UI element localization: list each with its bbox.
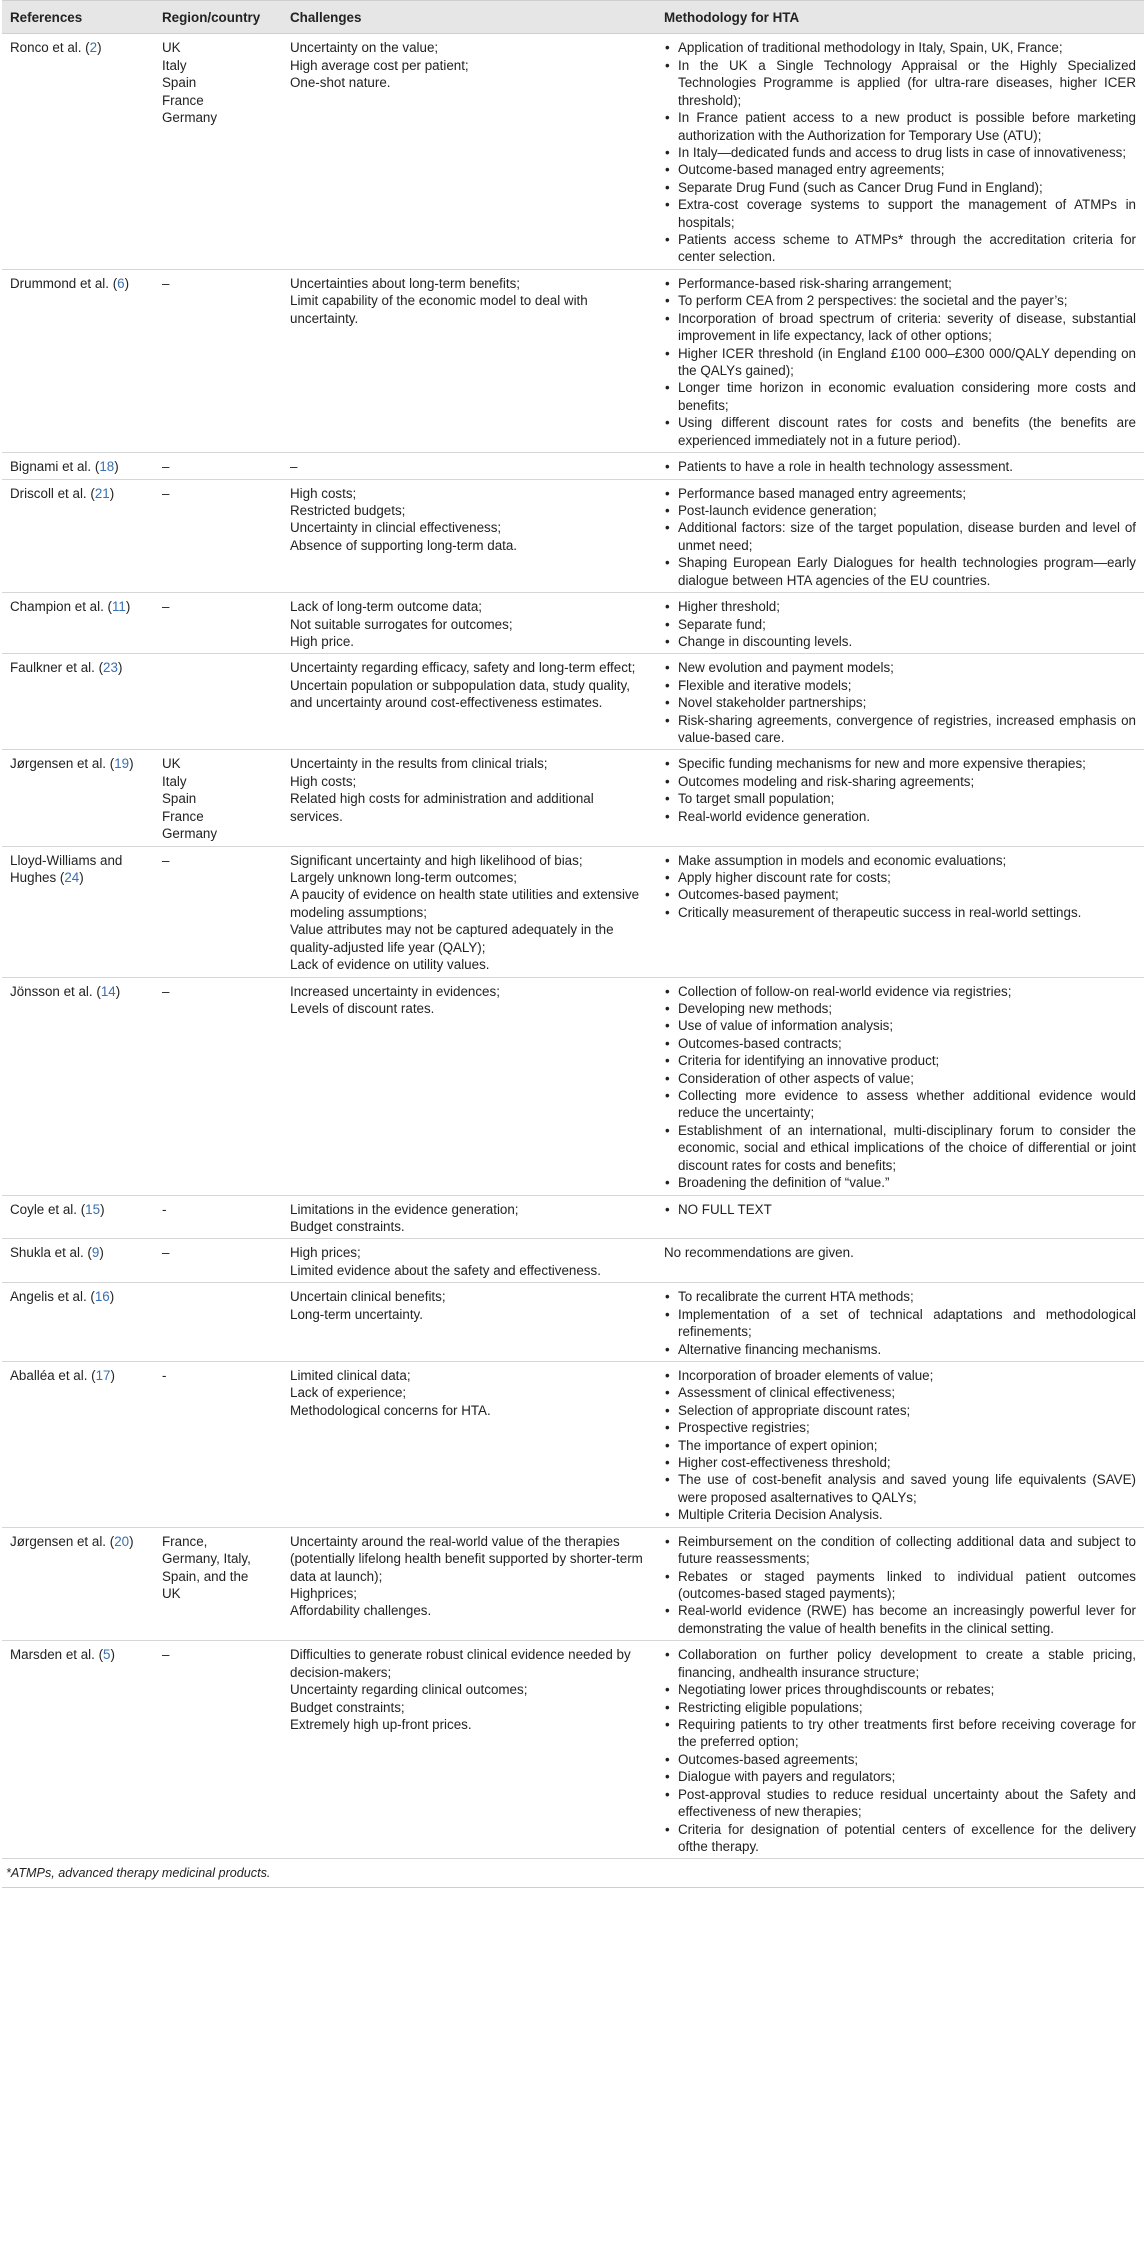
- methodology-item: • Incorporation of broad spectrum of criteria: severity of disease, substantial improvement in life expectancy, lack of other options;: [664, 310, 1136, 345]
- challenge-item: Largely unknown long-term outcomes;: [290, 869, 518, 885]
- methodology-cell: [656, 593, 1144, 654]
- reference-cell: [2, 846, 154, 977]
- methodology-item: • Real-world evidence generation.: [664, 808, 1136, 825]
- methodology-item: • Implementation of a set of technical adaptations and methodological refinements;: [664, 1306, 1136, 1341]
- region-cell: [154, 1283, 282, 1362]
- challenge-item: Levels of discount rates.: [290, 1000, 435, 1016]
- methodology-item: • Broadening the definition of “value.”: [664, 1174, 1136, 1191]
- region-entry: France: [162, 92, 204, 108]
- region-entry: Spain: [162, 75, 197, 91]
- methodology-item: • Consideration of other aspects of value;: [664, 1070, 1136, 1087]
- region-entry: Germany: [162, 826, 218, 842]
- methodology-item: • The use of cost-benefit analysis and saved young life equivalents (SAVE) were proposed asalternatives to QALYs;: [664, 1471, 1136, 1506]
- table-header: [2, 1, 1144, 34]
- region-cell: [154, 1361, 282, 1527]
- methodology-text: No recommendations are given.: [664, 1245, 854, 1261]
- methodology-item: • Developing new methods;: [664, 1000, 1136, 1017]
- methodology-list: [664, 1367, 1136, 1524]
- methodology-cell: [656, 1641, 1144, 1859]
- challenge-item: High price.: [290, 633, 355, 649]
- reference-author: Driscoll et al. (: [10, 485, 95, 501]
- region-cell: [154, 479, 282, 593]
- methodology-item: • Make assumption in models and economic evaluations;: [664, 852, 1136, 869]
- reference-number-link[interactable]: 14: [100, 983, 116, 999]
- methodology-item: • Restricting eligible populations;: [664, 1699, 1136, 1716]
- reference-number-link[interactable]: 6: [117, 275, 125, 291]
- reference-close-paren: ): [99, 1245, 104, 1261]
- methodology-list: [664, 458, 1136, 475]
- challenge-item: Lack of experience;: [290, 1385, 407, 1401]
- methodology-item: • Patients to have a role in health technology assessment.: [664, 458, 1136, 475]
- methodology-item: • Post-approval studies to reduce residual uncertainty about the Safety and effectiveness of new therapies;: [664, 1786, 1136, 1821]
- region-cell: [154, 654, 282, 750]
- region-entry: UK: [162, 1586, 181, 1602]
- challenge-item: High prices;: [290, 1245, 361, 1261]
- methodology-item: • Collection of follow-on real-world evidence via registries;: [664, 983, 1136, 1000]
- region-entry: UK: [162, 756, 181, 772]
- methodology-item: • Novel stakeholder partnerships;: [664, 694, 1136, 711]
- methodology-cell: [656, 977, 1144, 1195]
- methodology-item: • To target small population;: [664, 790, 1136, 807]
- methodology-list: [664, 598, 1136, 650]
- table-row: [2, 593, 1144, 654]
- methodology-item: • Post-launch evidence generation;: [664, 502, 1136, 519]
- reference-close-paren: ): [115, 983, 121, 999]
- table-row: [2, 1283, 1144, 1362]
- reference-author: Bignami et al. (: [10, 459, 100, 475]
- reference-author: Aballéa et al. (: [10, 1367, 96, 1383]
- challenges-cell: [282, 1195, 656, 1239]
- methodology-list: [664, 1646, 1136, 1855]
- methodology-list: [664, 485, 1136, 590]
- reference-cell: [2, 479, 154, 593]
- methodology-list: [664, 1288, 1136, 1358]
- methodology-item: • Rebates or staged payments linked to individual patient outcomes (outcomes-based staged payments);: [664, 1568, 1136, 1603]
- methodology-item: • Additional factors: size of the target population, disease burden and level of unmet need;: [664, 519, 1136, 554]
- methodology-item: • Outcomes modeling and risk-sharing agreements;: [664, 773, 1136, 790]
- reference-number-link[interactable]: 19: [114, 756, 130, 772]
- region-entry: Germany: [162, 110, 218, 126]
- challenge-item: One-shot nature.: [290, 75, 391, 91]
- region-entry: Germany, Italy,: [162, 1551, 251, 1567]
- challenge-item: Lack of long-term outcome data;: [290, 599, 483, 615]
- methodology-cell: [656, 479, 1144, 593]
- reference-number-link[interactable]: 18: [99, 459, 115, 475]
- methodology-item: • Incorporation of broader elements of value;: [664, 1367, 1136, 1384]
- methodology-list: [664, 852, 1136, 922]
- methodology-item: • Performance-based risk-sharing arrangement;: [664, 275, 1136, 292]
- table-row: [2, 479, 1144, 593]
- methodology-item: • Dialogue with payers and regulators;: [664, 1768, 1136, 1785]
- table-row: [2, 977, 1144, 1195]
- region-entry: –: [162, 275, 170, 291]
- reference-number-link[interactable]: 2: [89, 40, 98, 56]
- methodology-item: • Performance based managed entry agreements;: [664, 485, 1136, 502]
- methodology-item: • Outcome-based managed entry agreements;: [664, 161, 1136, 178]
- methodology-item: • Outcomes-based payment;: [664, 886, 1136, 903]
- region-entry: Spain, and the: [162, 1568, 249, 1584]
- challenge-item: Uncertainty around the real-world value of the therapies (potentially lifelong health benefit supported by shorter-term data at launch);: [290, 1533, 643, 1584]
- reference-close-paren: ): [117, 660, 123, 676]
- region-cell: [154, 1195, 282, 1239]
- table-row: [2, 654, 1144, 750]
- reference-cell: [2, 654, 154, 750]
- methodology-item: • Multiple Criteria Decision Analysis.: [664, 1506, 1136, 1523]
- reference-cell: [2, 593, 154, 654]
- table-row: [2, 750, 1144, 846]
- challenges-cell: [282, 1641, 656, 1859]
- challenges-cell: [282, 977, 656, 1195]
- methodology-item: • Risk-sharing agreements, convergence of registries, increased emphasis on value-based care.: [664, 712, 1136, 747]
- region-entry: –: [162, 485, 170, 501]
- table-row: [2, 1527, 1144, 1641]
- table-row: [2, 1195, 1144, 1239]
- header-region-country: Region/country: [154, 1, 282, 34]
- challenges-cell: [282, 750, 656, 846]
- region-entry: -: [162, 1201, 167, 1217]
- reference-cell: [2, 34, 154, 269]
- header-methodology: Methodology for HTA: [656, 1, 1144, 34]
- challenge-item: Uncertainty in clincial effectiveness;: [290, 520, 502, 536]
- methodology-cell: [656, 453, 1144, 479]
- methodology-item: • Establishment of an international, multi-disciplinary forum to consider the economic, social and ethical implications of the choice of differential or joint discount rates for costs and benefits;: [664, 1122, 1136, 1174]
- methodology-list: [664, 39, 1136, 265]
- reference-close-paren: ): [110, 1647, 115, 1663]
- reference-cell: [2, 1641, 154, 1859]
- methodology-item: • Real-world evidence (RWE) has become an increasingly powerful lever for demonstrating the value of health benefits in the clinical setting.: [664, 1602, 1136, 1637]
- challenge-item: Limit capability of the economic model to deal with uncertainty.: [290, 293, 588, 326]
- challenge-item: Affordability challenges.: [290, 1603, 432, 1619]
- challenge-item: Uncertain population or subpopulation data, study quality, and uncertainty around cost-effectiveness estimates.: [290, 677, 630, 711]
- methodology-item: • To recalibrate the current HTA methods;: [664, 1288, 1136, 1305]
- challenge-item: Limitations in the evidence generation;: [290, 1201, 519, 1217]
- methodology-item: • Prospective registries;: [664, 1419, 1136, 1436]
- methodology-item: • Apply higher discount rate for costs;: [664, 869, 1136, 886]
- challenge-item: Budget constraints.: [290, 1219, 405, 1234]
- reference-number-link[interactable]: 17: [95, 1367, 111, 1383]
- reference-close-paren: ): [129, 756, 134, 772]
- challenge-item: Methodological concerns for HTA.: [290, 1402, 491, 1418]
- methodology-item: • Higher cost-effectiveness threshold;: [664, 1454, 1136, 1471]
- challenge-item: Uncertainties about long-term benefits;: [290, 275, 520, 291]
- methodology-item: • Collaboration on further policy development to create a stable pricing, financing, andhealth insurance structure;: [664, 1646, 1136, 1681]
- methodology-item: • Separate Drug Fund (such as Cancer Drug Fund in England);: [664, 179, 1136, 196]
- region-entry: France,: [162, 1533, 208, 1549]
- header-challenges: Challenges: [282, 1, 656, 34]
- region-cell: [154, 34, 282, 269]
- methodology-cell: [656, 1527, 1144, 1641]
- methodology-item: • Separate fund;: [664, 616, 1136, 633]
- methodology-cell: [656, 654, 1144, 750]
- reference-number-link[interactable]: 15: [85, 1201, 101, 1217]
- region-cell: [154, 750, 282, 846]
- methodology-item: • Criteria for identifying an innovative product;: [664, 1052, 1136, 1069]
- reference-cell: [2, 977, 154, 1195]
- challenge-item: Uncertainty regarding efficacy, safety and long-term effect;: [290, 660, 636, 676]
- table-row: [2, 1239, 1144, 1283]
- methodology-list: [664, 755, 1136, 825]
- methodology-cell: [656, 1283, 1144, 1362]
- challenge-item: Uncertainty regarding clinical outcomes;: [290, 1682, 528, 1698]
- region-entry: –: [162, 459, 170, 475]
- region-entry: UK: [162, 40, 181, 56]
- reference-author: Champion et al. (: [10, 599, 112, 615]
- methodology-list: [664, 1201, 1136, 1218]
- methodology-cell: [656, 34, 1144, 269]
- challenge-item: Increased uncertainty in evidences;: [290, 983, 500, 999]
- challenge-item: Limited evidence about the safety and effectiveness.: [290, 1262, 601, 1278]
- reference-author: Faulkner et al. (: [10, 660, 104, 676]
- methodology-item: • Shaping European Early Dialogues for health technologies program—early dialogue between HTA agencies of the EU countries.: [664, 554, 1136, 589]
- methodology-cell: [656, 1239, 1144, 1283]
- challenge-item: Uncertainty on the value;: [290, 40, 439, 56]
- region-cell: [154, 269, 282, 452]
- table-row: [2, 34, 1144, 269]
- region-cell: [154, 1239, 282, 1283]
- methodology-item: • Use of value of information analysis;: [664, 1017, 1136, 1034]
- table-row: [2, 1361, 1144, 1527]
- challenge-item: Difficulties to generate robust clinical evidence needed by decision-makers;: [290, 1647, 631, 1680]
- challenges-cell: [282, 1283, 656, 1362]
- challenges-cell: [282, 479, 656, 593]
- challenge-item: Limited clinical data;: [290, 1367, 411, 1383]
- reference-close-paren: ): [97, 40, 102, 56]
- reference-cell: [2, 750, 154, 846]
- methodology-item: • New evolution and payment models;: [664, 659, 1136, 676]
- methodology-item: • Criteria for designation of potential centers of excellence for the delivery ofthe therapy.: [664, 1821, 1136, 1856]
- reference-cell: [2, 1283, 154, 1362]
- reference-author: Jørgensen et al. (: [10, 756, 115, 772]
- reference-cell: [2, 1239, 154, 1283]
- methodology-list: [664, 659, 1136, 746]
- region-cell: [154, 846, 282, 977]
- methodology-list: [664, 983, 1136, 1192]
- reference-close-paren: ): [109, 485, 115, 501]
- reference-author: Marsden et al. (: [10, 1647, 104, 1663]
- reference-cell: [2, 1527, 154, 1641]
- challenge-item: Budget constraints;: [290, 1699, 405, 1715]
- challenge-item: Extremely high up-front prices.: [290, 1716, 472, 1732]
- methodology-item: • Using different discount rates for costs and benefits (the benefits are experienced immediately not in a future period).: [664, 414, 1136, 449]
- table-footnote: *ATMPs, advanced therapy medicinal products.: [2, 1859, 1144, 1888]
- challenges-cell: [282, 1361, 656, 1527]
- table-row: [2, 453, 1144, 479]
- reference-close-paren: ): [114, 459, 119, 475]
- challenges-cell: [282, 269, 656, 452]
- challenges-cell: [282, 846, 656, 977]
- region-entry: France: [162, 808, 204, 824]
- methodology-item: • Flexible and iterative models;: [664, 677, 1136, 694]
- methodology-list: [664, 275, 1136, 449]
- methodology-item: • Critically measurement of therapeutic success in real-world settings.: [664, 904, 1136, 921]
- methodology-item: • Change in discounting levels.: [664, 633, 1136, 650]
- reference-author: Angelis et al. (: [10, 1289, 95, 1305]
- methodology-item: • In France patient access to a new product is possible before marketing authorization with the Authorization for Temporary Use (ATU);: [664, 109, 1136, 144]
- methodology-item: • Collecting more evidence to assess whether additional evidence would reduce the uncertainty;: [664, 1087, 1136, 1122]
- reference-number-link[interactable]: 23: [103, 660, 118, 676]
- methodology-cell: [656, 750, 1144, 846]
- methodology-item: • Higher threshold;: [664, 598, 1136, 615]
- table-row: [2, 269, 1144, 452]
- challenge-item: Related high costs for administration and additional services.: [290, 791, 594, 824]
- region-entry: –: [162, 983, 170, 999]
- reference-cell: [2, 453, 154, 479]
- challenge-item: Not suitable surrogates for outcomes;: [290, 616, 513, 632]
- region-entry: –: [162, 1245, 170, 1261]
- region-entry: Italy: [162, 773, 187, 789]
- challenges-cell: [282, 1527, 656, 1641]
- challenge-item: High costs;: [290, 485, 357, 501]
- challenge-item: Value attributes may not be captured adequately in the quality-adjusted life year (QALY);: [290, 922, 614, 955]
- methodology-cell: [656, 1361, 1144, 1527]
- region-entry: Spain: [162, 791, 197, 807]
- reference-close-paren: ): [125, 599, 131, 615]
- table-row: [2, 846, 1144, 977]
- methodology-list: [664, 1533, 1136, 1638]
- reference-close-paren: ): [109, 1289, 115, 1305]
- methodology-item: • Outcomes-based agreements;: [664, 1751, 1136, 1768]
- region-entry: –: [162, 599, 170, 615]
- methodology-item: • In the UK a Single Technology Appraisal or the Highly Specialized Technologies Programme is applied (for ultra-rare diseases, higher ICER threshold);: [664, 57, 1136, 109]
- methodology-item: • Extra-cost coverage systems to support the management of ATMPs in hospitals;: [664, 196, 1136, 231]
- challenges-cell: [282, 34, 656, 269]
- reference-number-link[interactable]: 20: [114, 1533, 130, 1549]
- reference-number-link[interactable]: 16: [94, 1289, 110, 1305]
- hta-table: [2, 0, 1144, 1859]
- reference-close-paren: ): [100, 1201, 105, 1217]
- methodology-item: • Longer time horizon in economic evaluation considering more costs and benefits;: [664, 379, 1136, 414]
- reference-number-link[interactable]: 21: [94, 485, 110, 501]
- reference-close-paren: ): [124, 275, 130, 291]
- methodology-cell: [656, 1195, 1144, 1239]
- challenges-cell: [282, 654, 656, 750]
- methodology-item: • The importance of expert opinion;: [664, 1437, 1136, 1454]
- challenge-item: Uncertain clinical benefits;: [290, 1289, 446, 1305]
- region-cell: [154, 453, 282, 479]
- reference-author: Shukla et al. (: [10, 1245, 92, 1261]
- reference-author: Jørgensen et al. (: [10, 1533, 115, 1549]
- region-entry: –: [162, 852, 170, 868]
- methodology-item: • Requiring patients to try other treatments first before receiving coverage for the preferred option;: [664, 1716, 1136, 1751]
- challenge-item: Significant uncertainty and high likelihood of bias;: [290, 852, 583, 868]
- reference-cell: [2, 1195, 154, 1239]
- reference-number-link[interactable]: 9: [91, 1245, 100, 1261]
- region-entry: Italy: [162, 57, 187, 73]
- region-entry: -: [162, 1367, 167, 1383]
- methodology-item: • Higher ICER threshold (in England £100 000–£300 000/QALY depending on the QALYs gained);: [664, 345, 1136, 380]
- methodology-item: • Assessment of clinical effectiveness;: [664, 1384, 1136, 1401]
- reference-cell: [2, 269, 154, 452]
- methodology-item: • Specific funding mechanisms for new and more expensive therapies;: [664, 755, 1136, 772]
- methodology-item: • Selection of appropriate discount rates;: [664, 1402, 1136, 1419]
- methodology-item: • In Italy—dedicated funds and access to drug lists in case of innovativeness;: [664, 144, 1136, 161]
- table-row: [2, 1641, 1144, 1859]
- methodology-item: • Alternative financing mechanisms.: [664, 1341, 1136, 1358]
- challenge-item: High costs;: [290, 773, 357, 789]
- methodology-item: • Patients access scheme to ATMPs* through the accreditation criteria for center selection.: [664, 231, 1136, 266]
- challenge-item: –: [290, 459, 298, 475]
- region-cell: [154, 1527, 282, 1641]
- region-cell: [154, 977, 282, 1195]
- reference-author: Lloyd-Williams and Hughes (: [10, 852, 123, 885]
- reference-number-link[interactable]: 5: [103, 1647, 111, 1663]
- challenge-item: High average cost per patient;: [290, 57, 469, 73]
- methodology-item: • To perform CEA from 2 perspectives: the societal and the payer’s;: [664, 292, 1136, 309]
- region-cell: [154, 1641, 282, 1859]
- header-row: [2, 1, 1144, 34]
- methodology-item: • Reimbursement on the condition of collecting additional data and subject to future reassessments;: [664, 1533, 1136, 1568]
- challenge-item: Restricted budgets;: [290, 502, 406, 518]
- reference-close-paren: ): [79, 869, 84, 885]
- methodology-item: • Application of traditional methodology in Italy, Spain, UK, France;: [664, 39, 1136, 56]
- reference-author: Jönsson et al. (: [10, 983, 101, 999]
- region-entry: –: [162, 1647, 170, 1663]
- reference-cell: [2, 1361, 154, 1527]
- challenge-item: Long-term uncertainty.: [290, 1306, 423, 1322]
- challenge-item: Absence of supporting long-term data.: [290, 537, 518, 553]
- methodology-item: • Outcomes-based contracts;: [664, 1035, 1136, 1052]
- header-references: References: [2, 1, 154, 34]
- methodology-item: • Negotiating lower prices throughdiscounts or rebates;: [664, 1681, 1136, 1698]
- reference-author: Ronco et al. (: [10, 40, 90, 56]
- methodology-cell: [656, 269, 1144, 452]
- challenge-item: Highprices;: [290, 1586, 357, 1602]
- challenge-item: Lack of evidence on utility values.: [290, 957, 490, 973]
- challenges-cell: [282, 1239, 656, 1283]
- methodology-item: • NO FULL TEXT: [664, 1201, 1136, 1218]
- table-body: [2, 34, 1144, 1859]
- reference-number-link[interactable]: 24: [64, 869, 80, 885]
- reference-close-paren: ): [110, 1367, 115, 1383]
- reference-close-paren: ): [129, 1533, 134, 1549]
- reference-author: Drummond et al. (: [10, 275, 118, 291]
- reference-author: Coyle et al. (: [10, 1201, 86, 1217]
- region-cell: [154, 593, 282, 654]
- challenges-cell: [282, 593, 656, 654]
- methodology-cell: [656, 846, 1144, 977]
- challenges-cell: [282, 453, 656, 479]
- reference-number-link[interactable]: 11: [111, 599, 126, 615]
- challenge-item: Uncertainty in the results from clinical trials;: [290, 756, 548, 772]
- challenge-item: A paucity of evidence on health state utilities and extensive modeling assumptions;: [290, 887, 640, 920]
